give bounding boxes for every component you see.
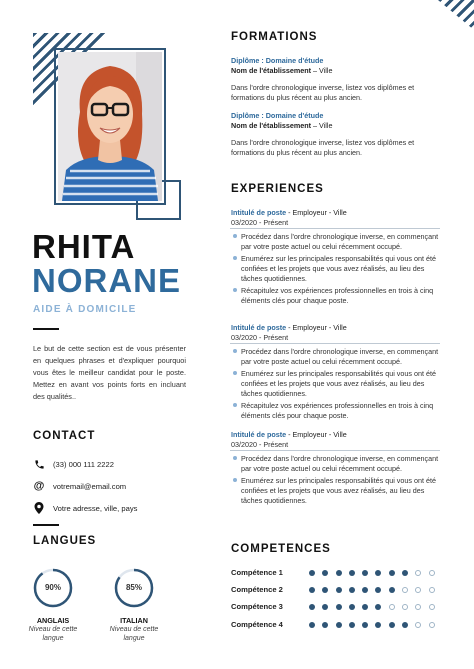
skill-dot-filled bbox=[362, 587, 368, 593]
divider bbox=[33, 328, 59, 330]
skill-dot-filled bbox=[349, 604, 355, 610]
language-name: ITALIAN bbox=[120, 616, 148, 625]
skill-rating bbox=[309, 622, 442, 628]
skill-dot-filled bbox=[336, 604, 342, 610]
skill-rating bbox=[309, 587, 442, 593]
skill-dot-empty bbox=[402, 604, 408, 610]
language-percent: 90% bbox=[44, 583, 61, 592]
skill-dot-empty bbox=[429, 587, 435, 593]
experience-bullets bbox=[231, 347, 441, 420]
skill-dot-filled bbox=[322, 587, 328, 593]
bullet-item bbox=[231, 286, 441, 305]
separator: – bbox=[311, 65, 319, 75]
experience-item bbox=[231, 430, 441, 508]
skill-dot-filled bbox=[322, 622, 328, 628]
languages-heading: LANGUES bbox=[33, 535, 97, 547]
skill-dot-filled bbox=[322, 604, 328, 610]
formation-title: Diplôme : Domaine d'étude bbox=[231, 111, 324, 120]
skill-row bbox=[231, 620, 442, 629]
skill-dot-filled bbox=[336, 570, 342, 576]
bullet-item bbox=[231, 254, 441, 283]
skill-dot-filled bbox=[402, 570, 408, 576]
at-sign-icon: @ bbox=[33, 480, 45, 492]
skill-label: Compétence 2 bbox=[231, 585, 283, 594]
language-level-desc: Niveau de cette langue bbox=[109, 626, 159, 642]
skill-label: Compétence 1 bbox=[231, 568, 283, 577]
skill-dot-filled bbox=[375, 587, 381, 593]
bullet-item bbox=[231, 401, 441, 420]
portrait-illustration bbox=[58, 52, 162, 201]
skill-dot-empty bbox=[415, 587, 421, 593]
skill-dot-empty bbox=[415, 604, 421, 610]
skill-row bbox=[231, 585, 442, 594]
bullet-item bbox=[231, 347, 441, 366]
phone-number: (33) 000 111 2222 bbox=[53, 459, 114, 469]
skill-row bbox=[231, 602, 442, 611]
skill-dot-filled bbox=[389, 587, 395, 593]
formation-title: Diplôme : Domaine d'étude bbox=[231, 56, 324, 65]
skill-dot-filled bbox=[349, 622, 355, 628]
bullet-text: Procédez dans l'ordre chronologique inverse, en commençant par votre poste actuel ou celui récemment occupé. bbox=[241, 347, 439, 366]
experience-bullets bbox=[231, 232, 441, 305]
skill-dot-empty bbox=[402, 587, 408, 593]
skill-dot-filled bbox=[375, 604, 381, 610]
skill-dot-filled bbox=[309, 570, 315, 576]
formation-school: Nom de l'établissement bbox=[231, 120, 311, 130]
experience-divider bbox=[230, 450, 440, 451]
skill-dot-empty bbox=[429, 570, 435, 576]
skill-dot-filled bbox=[309, 587, 315, 593]
bullet-text: Récapitulez vos expériences professionnelles en trois à cinq éléments clés pour chaque poste. bbox=[241, 401, 434, 420]
competences-heading: COMPETENCES bbox=[231, 543, 331, 555]
language-item bbox=[99, 567, 169, 643]
decorative-hatch-top-right bbox=[438, 0, 474, 30]
skill-dot-filled bbox=[349, 570, 355, 576]
skill-dot-filled bbox=[375, 570, 381, 576]
skill-dot-filled bbox=[362, 604, 368, 610]
location-pin-icon bbox=[33, 502, 45, 514]
skill-dot-empty bbox=[415, 622, 421, 628]
contact-address bbox=[33, 502, 137, 514]
skill-dot-filled bbox=[362, 622, 368, 628]
bullet-item bbox=[231, 454, 441, 473]
bullet-text: Procédez dans l'ordre chronologique inverse, en commençant par votre poste actuel ou celui récemment occupé. bbox=[241, 232, 439, 251]
skill-dot-filled bbox=[309, 622, 315, 628]
language-name: ANGLAIS bbox=[36, 616, 70, 625]
skill-row bbox=[231, 568, 442, 577]
skill-dot-empty bbox=[415, 570, 421, 576]
skill-rating bbox=[309, 570, 442, 576]
phone-icon bbox=[33, 458, 45, 470]
experience-title: Intitulé de poste bbox=[231, 323, 287, 332]
experience-date: 03/2020 - Présent bbox=[231, 332, 289, 342]
skill-dot-filled bbox=[322, 570, 328, 576]
formation-desc: Dans l'ordre chronologique inverse, listez vos diplômes et formations du plus récent au plus ancien. bbox=[231, 83, 415, 102]
experience-title: Intitulé de poste bbox=[231, 208, 287, 217]
experiences-heading: EXPERIENCES bbox=[231, 183, 324, 195]
bullet-text: Enumérez sur les principales responsabilités qui vous ont été confiées et les projets que vous avez réalisés, au lieu des tâches quotidiennes. bbox=[241, 369, 436, 398]
experience-bullets bbox=[231, 454, 441, 505]
contact-email bbox=[33, 480, 126, 492]
about-text: Le but de cette section est de vous présenter en quelques phrases et d'expliquer pourquoi vous êtes le meilleur candidat pour le poste. Mettez en avant vos points forts en incluant des qualités.. bbox=[33, 344, 186, 401]
skill-dot-filled bbox=[402, 622, 408, 628]
experience-divider bbox=[230, 228, 440, 229]
skill-label: Compétence 3 bbox=[231, 602, 283, 611]
first-name: RHITA bbox=[32, 228, 136, 265]
skill-rating bbox=[309, 604, 442, 610]
experience-employer: - Employeur - Ville bbox=[286, 430, 347, 439]
address-text: Votre adresse, ville, pays bbox=[53, 503, 138, 513]
experience-date: 03/2020 - Présent bbox=[231, 217, 289, 227]
skill-dot-filled bbox=[389, 622, 395, 628]
formation-desc: Dans l'ordre chronologique inverse, listez vos diplômes et formations du plus récent au plus ancien. bbox=[231, 138, 415, 157]
skill-dot-empty bbox=[429, 622, 435, 628]
contact-heading: CONTACT bbox=[33, 430, 96, 442]
profile-photo bbox=[58, 52, 162, 201]
last-name: NORANE bbox=[32, 262, 182, 299]
experience-item bbox=[231, 323, 441, 423]
bullet-item bbox=[231, 369, 441, 398]
bullet-text: Enumérez sur les principales responsabilités qui vous ont été confiées et les projets que vous avez réalisés, au lieu des tâches quotidiennes. bbox=[241, 254, 436, 283]
skill-dot-filled bbox=[375, 622, 381, 628]
skill-dot-filled bbox=[336, 587, 342, 593]
job-title: AIDE À DOMICILE bbox=[33, 304, 137, 315]
divider bbox=[33, 524, 59, 526]
formation-item bbox=[231, 56, 441, 102]
experience-title: Intitulé de poste bbox=[231, 430, 287, 439]
formation-city: Ville bbox=[319, 120, 333, 130]
formation-school: Nom de l'établissement bbox=[231, 65, 311, 75]
language-level-desc: Niveau de cette langue bbox=[28, 626, 78, 642]
formation-item bbox=[231, 111, 441, 157]
bullet-text: Récapitulez vos expériences professionnelles en trois à cinq éléments clés pour chaque poste. bbox=[241, 286, 434, 305]
skill-dot-filled bbox=[389, 570, 395, 576]
language-percent: 85% bbox=[125, 583, 142, 592]
email-address[interactable]: votremail@email.com bbox=[53, 481, 127, 491]
experience-divider bbox=[230, 343, 440, 344]
formation-city: Ville bbox=[319, 65, 333, 75]
skill-dot-filled bbox=[362, 570, 368, 576]
skill-dot-filled bbox=[336, 622, 342, 628]
language-level-ring bbox=[113, 567, 155, 609]
contact-phone bbox=[33, 458, 114, 470]
experience-date: 03/2020 - Présent bbox=[231, 439, 289, 449]
formations-heading: FORMATIONS bbox=[231, 31, 318, 43]
bullet-text: Procédez dans l'ordre chronologique inverse, en commençant par votre poste actuel ou celui récemment occupé. bbox=[241, 454, 439, 473]
experience-employer: - Employeur - Ville bbox=[286, 208, 347, 217]
experience-employer: - Employeur - Ville bbox=[286, 323, 347, 332]
skill-dot-empty bbox=[429, 604, 435, 610]
separator: – bbox=[311, 120, 319, 130]
skill-dot-filled bbox=[349, 587, 355, 593]
bullet-item bbox=[231, 476, 441, 505]
skill-label: Compétence 4 bbox=[231, 620, 283, 629]
bullet-text: Enumérez sur les principales responsabilités qui vous ont été confiées et les projets que vous avez réalisés, au lieu des tâches quotidiennes. bbox=[241, 476, 436, 505]
skill-dot-empty bbox=[389, 604, 395, 610]
experience-item bbox=[231, 208, 441, 308]
language-item bbox=[18, 567, 88, 643]
language-level-ring bbox=[32, 567, 74, 609]
bullet-item bbox=[231, 232, 441, 251]
skill-dot-filled bbox=[309, 604, 315, 610]
